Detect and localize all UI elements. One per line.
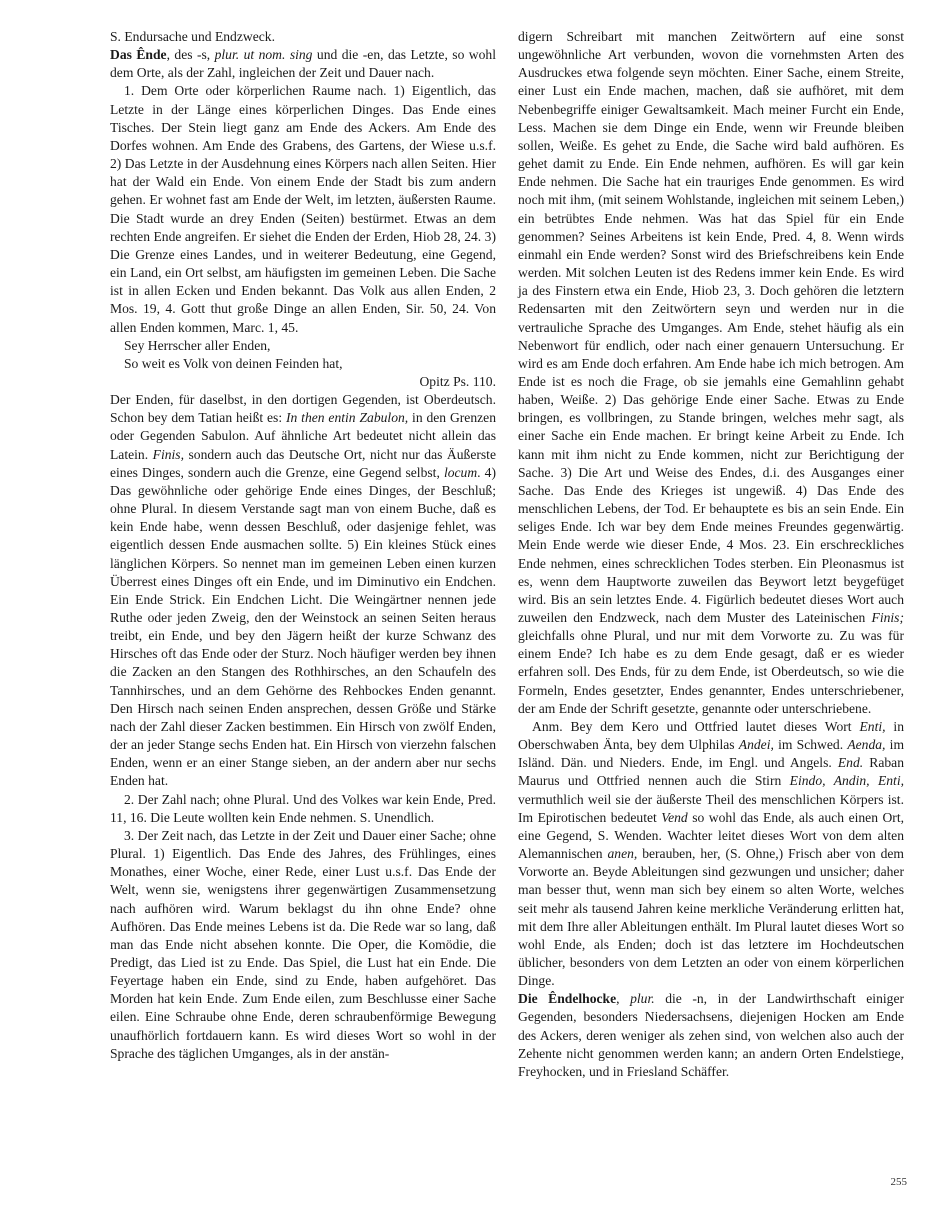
page-number: 255 [890, 1176, 907, 1188]
entry-die-endelhocke [518, 990, 904, 1081]
italic-run: Vend [661, 809, 688, 825]
entry-das-ende [110, 46, 496, 82]
grammar-note: plur. [630, 991, 655, 1007]
verse-citation: Opitz Ps. 110. [419, 373, 496, 389]
text-run: sondern auch das Deutsche Ort, nicht nur das Äußerste eines Dinges, sondern auch die Grenze, eine Gegend selbst, [110, 446, 496, 480]
text-run: berauben, her, (S. Ohne,) Frisch aber von dem Vorworte an. Beyde Ableitungen sind gezwungen und unsicher; daher man besser thut, wenn man sich bey einem so alten Worte, welches seit mehr als tausend Jahren keine merkliche Veränderung erlitten hat, mit dem Ihre aller Ableitungen enthält. Im Plural lautet dieses Wort so wohl Ende, als Enden; doch ist das letztere im Hochdeutschen üblicher, besonders von dem Letzten an oder von einem körperlichen Dinge. [518, 846, 904, 989]
cross-reference-line: S. Endursache und Endzweck. [110, 29, 275, 44]
etymology-note [518, 718, 904, 990]
headword: Die Êndelhocke [518, 991, 617, 1007]
text-run: . 4) Das gewöhnliche oder gehörige Ende eines Dinges, der Beschluß; ohne Plural. In diesem Verstande sagt man von einem Buche, daß es kein Ende habe, wenn dessen Beschluß, oder dasjenige fehlet, was eigentlich dessen Ende ausmachen sollte. 5) Ein kleines Stück eines länglichen Körpers. So nennet man im gemeinen Leben einen kurzen Überrest eines Dinges oft ein Ende, und im Diminutivo ein Endchen. Ein Ende Strick. Ein Endchen Licht. Die Weingärtner nennen jede Ruthe oder jeden Zweig, den der Weinstock an seinen Seiten heraus treibt, ein Ende, und bey den Jägern heißt der kurze Schwanz des Hirsches oft das Ende oder der Sturz. Noch häufiger werden bey ihnen die Zacken an den Stangen des Rothhirsches, an den Schaufeln des Tannhirsches, und an dem Gehörne des Rehbockes Enden genannt. Den Hirsch nach seinen Enden ansprechen, dessen Größe und Stärke nach der Zahl dieser Zacken bestimmen. Ein Hirsch von zwölf Enden, der an jeder Stange sechs Enden hat. Ein Hirsch von vierzehn falschen Enden, wenn er an einer Stange sieben, an der andern aber nur sechs Enden hat. [110, 464, 496, 789]
sense-3-paragraph: 3. Der Zeit nach, das Letzte in der Zeit und Dauer einer Sache; ohne Plural. 1) Eigentlich. Das Ende des Jahres, des Frühlinges, eines Monathes, einer Woche, einer Rede, einer Lust u.s.f. Das Ende der Welt, wenn sie, wenigstens ihrer gegenwärtigen Zusammensetzung nach aufhören wird. Warum beklagst du ihn ohne Ende? ohne Aufhören. Das Ende meines Lebens ist da. Die Rede war so lang, daß man das Ende nicht absehen konnte. Die Oper, die Komödie, die Predigt, das Lied ist zu Ende. Das Spiel, die Lust hat ein Ende. Die Feyertage haben ein Ende, sind zu Ende, haben aufgehöret. Das Morden hat kein Ende. Zum Ende eilen, zum Beschlusse einer Sache eilen. Eine Schraube ohne Ende, deren schraubenförmige Bewegung unaufhörlich fortdauern kann. Es wird dieses Wort so wohl in der Sprache des täglichen Umganges, als in der anstän- [110, 827, 496, 1061]
entry-text: und die -en, das Letzte, so wohl dem Orte, als der Zahl, ingleichen der Zeit und Dauer nach. [110, 47, 496, 81]
italic-run: Finis, [152, 446, 184, 462]
sense-1-continuation [110, 391, 496, 790]
italic-run: Aenda, [847, 737, 886, 753]
italic-run: In then entin Zabulon, [285, 410, 409, 426]
sense-1-paragraph: 1. Dem Orte oder körperlichen Raume nach. 1) Eigentlich, das Letzte in der Länge eines körperlichen Dinges. Das Ende eines Tisches. Der Stein liegt ganz am Ende des Ackers. Am Ende des Dorfes wohnen. Am Ende des Grabens, des Gartens, der Wiese u.s.f. 2) Das Letzte in der Ausdehnung eines Körpers nach allen Seiten. Hier hat der Wald ein Ende. Von einem Ende der Stadt bis zum andern gehen. Er wohnet fast am Ende der Welt, im letzten, äußersten Raume. Die Stadt wurde an drey Enden (Seiten) bestürmet. Etwas an dem rechten Ende angreifen. Er siehet die Enden der Erden, Hiob 28, 24. 3) Die Grenze eines Landes, und in weiterer Bedeutung, eine Gegend, ein Land, ein Ort selbst, am häufigsten im gemeinen Leben. Die Sache ist in allen Ecken und Enden bekannt. Das Volk aus allen Enden, 2 Mos. 19, 4. Gott thut große Dinge an allen Enden, Sir. 50, 24. Von allen Enden kommen, Marc. 1, 45. [110, 83, 496, 335]
entry-text: , des -s, [166, 47, 215, 63]
text-run: Der Enden, für daselbst, in den dortigen Gegenden, ist Oberdeutsch. Schon bey dem Tatian heißt es: [110, 392, 496, 426]
text-run: in Oberschwaben Änta, bey dem Ulphilas [518, 718, 904, 753]
headword: Das Ênde [110, 47, 167, 63]
italic-run: Finis; [871, 610, 904, 625]
text-run: digern Schreibart mit manchen Zeitwörtern auf eine sonst ungewöhnliche Art verbunden, wovon die vornehmsten Arten des Ausdruckes etwa folgende seyn möchten. Einer Sache, einem Streite, einer Lust ein Ende machen, machen, daß sie aufhöret, mit dem Nebenbegriffe einiger Gewaltsamkeit. Mach meiner Furcht ein Ende, Less. Machen sie dem Dinge ein Ende, wenn wir Freunde bleiben sollen, Weiße. Es gehet zu Ende, die Sache wird bald aufhören. Es gehet damit zu Ende. Ein Ende nehmen, aufhören. Es will gar kein Ende nehmen. Die Sache hat ein trauriges Ende genommen. Es wird noch mit ihm, (mit seinem Wohlstande, ingleichen mit seinem Leben,) ein betrübtes Ende nehmen. Was hat das Spiel für ein Ende genommen? Seines Arbeitens ist kein Ende, Pred. 4, 8. Wenn wirds einmahl ein Ende werden? Sonst wird des Briefschreibens kein Ende werden. Mit solchen Leuten ist des Redens immer kein Ende. Es wird ja des Finstern etwa ein Ende, Hiob 23, 3. Doch gehören die letztern Redensarten mit den Zeitwörtern seyn und werden nur in die vertrauliche Sprache des Umganges. Am Ende, stehet häufig als ein Nebenwort für endlich, oder nach einer genauern Untersuchung. Er wird es am Ende doch erfahren. Am Ende habe ich mich betrogen. Am Ende ist es noch die Frage, ob sie jemahls eine Gemahlinn gehabt haben, Weiße. 2) Das gehörige Ende einer Sache. Etwas zu Ende bringen, es vollbringen, zu Stande bringen, welches mehr sagt, als einer Sache ein Ende machen. Er bringt keine Arbeit zu Ende. Ich kann mit ihm nicht zu Ende kommen, nicht zur Berichtigung der Sache. 3) Die Art und Weise des Endes, d.i. des Ausganges einer Sache. Das Ende des Krieges ist ungewiß. 4) Das Ende des menschlichen Lebens, der Tod. Er behauptete es bis an sein Ende. Ein seliges Ende. Ich war bey dem Ende meines Freundes gegenwärtig. Mein Ende werde wie dieser Ende, 4 Mos. 23. Ein erschreckliches Ende nehmen, eines schrecklichen Todes sterben. Ein Pleonasmus ist es, wenn dem Hauptworte zuweilen das Beywort letzt beygefüget wird. Bis an sein letztes Ende. 4. Figürlich bedeutet dieses Wort auch zuweilen den Endzweck, nach dem Muster des Lateinischen [518, 29, 904, 625]
italic-run: End. [837, 755, 864, 771]
text-run: im Isländ. Dän. und Nieders. Ende, im Engl. und Angels. [518, 737, 905, 771]
grammar-note: plur. ut nom. sing [214, 47, 313, 63]
right-column [518, 28, 904, 1081]
text-run: Raban Maurus und Ottfried nennen auch die Stirn [518, 755, 904, 789]
sense-3-continuation [518, 28, 904, 718]
text-run: Anm. Bey dem Kero und Ottfried lautet dieses Wort [532, 718, 860, 734]
italic-run: anen, [607, 846, 638, 862]
text-run: so wohl das Ende, als auch einen Ort, eine Gegend, S. Wenden. Wachter leitet dieses Wort von dem alten Alemannischen [518, 809, 905, 862]
verse-line-2: So weit es Volk von deinen Feinden hat, [124, 355, 343, 371]
verse-line-1: Sey Herrscher aller Enden, [124, 337, 271, 353]
italic-run: Enti, [859, 718, 886, 734]
text-run: gleichfalls ohne Plural, und nur mit dem Vorworte zu. Zu was für einem Ende? Ich habe es zu dem Ende gesagt, daß er es wieder erfahren soll. Des Ends, für zu dem Ende, ist Oberdeutsch, so wie die Formeln, Endes gesetzter, Endes genannter, Endes unterschriebener, der am Ende der Schrift gesetzte, genannte oder unterschriebene. [518, 628, 904, 716]
text-run: in den Grenzen oder Gegenden Sabulon. Auf ähnliche Art bedeutet nicht allein das Latein. [110, 410, 497, 462]
text-run: , [616, 991, 631, 1007]
left-column [110, 28, 496, 1063]
italic-run: locum [443, 464, 478, 480]
text-run: die -n, in der Landwirthschaft einiger Gegenden, besonders Niedersachsens, diejenigen Hocken am Ende des Ackers, deren weniger als zehen sind, von welchen also auch der Zehente nicht genommen werden kann; an andern Orten Endelstiege, Freyhocken, und in Friesland Schäffer. [518, 991, 905, 1079]
text-run: im Schwed. [773, 737, 848, 753]
italic-run: Eindo, Andin, Enti, [789, 773, 905, 789]
italic-run: Andei, [738, 737, 774, 753]
text-run: vermuthlich weil sie der äußerste Theil des menschlichen Körpers ist. Im Epirotischen bedeutet [518, 791, 904, 825]
sense-2-paragraph: 2. Der Zahl nach; ohne Plural. Und des Volkes war kein Ende, Pred. 11, 16. Die Leute wollten kein Ende nehmen. S. Unendlich. [110, 791, 496, 825]
